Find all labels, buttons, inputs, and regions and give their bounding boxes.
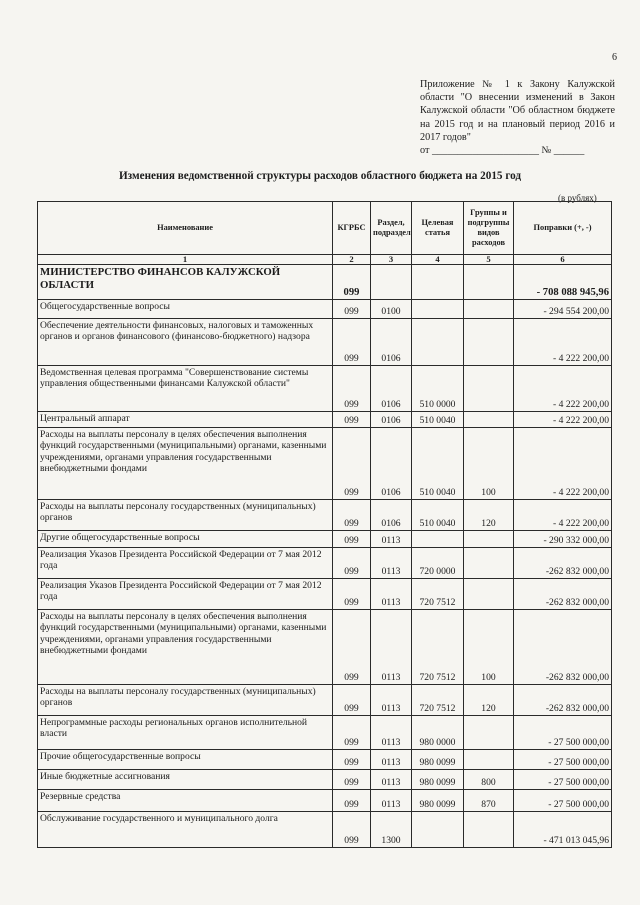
row-expense-group bbox=[464, 579, 514, 610]
row-kgrbs: 099 bbox=[333, 770, 371, 790]
row-name: Обслуживание государственного и муниципального долга bbox=[38, 812, 333, 848]
row-kgrbs: 099 bbox=[333, 750, 371, 770]
row-amendment-amount: - 4 222 200,00 bbox=[514, 428, 612, 500]
row-expense-group bbox=[464, 750, 514, 770]
row-expense-group bbox=[464, 319, 514, 366]
row-amendment-amount: -262 832 000,00 bbox=[514, 685, 612, 716]
budget-table bbox=[37, 201, 612, 848]
row-expense-group bbox=[464, 812, 514, 848]
row-kgrbs: 099 bbox=[333, 812, 371, 848]
row-target-article bbox=[412, 265, 464, 300]
row-name: Реализация Указов Президента Российской Федерации от 7 мая 2012 года bbox=[38, 548, 333, 579]
ministry-row bbox=[38, 265, 612, 300]
table-row bbox=[38, 366, 612, 412]
row-name: Резервные средства bbox=[38, 790, 333, 812]
row-expense-group: 120 bbox=[464, 500, 514, 531]
row-target-article: 510 0040 bbox=[412, 412, 464, 428]
header-row bbox=[38, 202, 612, 255]
row-section: 0113 bbox=[371, 750, 412, 770]
row-section: 1300 bbox=[371, 812, 412, 848]
row-target-article: 720 7512 bbox=[412, 685, 464, 716]
row-amendment-amount: - 27 500 000,00 bbox=[514, 790, 612, 812]
table-row bbox=[38, 500, 612, 531]
row-section: 0113 bbox=[371, 770, 412, 790]
row-kgrbs: 099 bbox=[333, 319, 371, 366]
table-row bbox=[38, 412, 612, 428]
row-name: Общегосударственные вопросы bbox=[38, 300, 333, 319]
table-row bbox=[38, 319, 612, 366]
document-title: Изменения ведомственной структуры расходов областного бюджета на 2015 год bbox=[118, 170, 522, 182]
row-kgrbs: 099 bbox=[333, 428, 371, 500]
row-amendment-amount: - 4 222 200,00 bbox=[514, 319, 612, 366]
row-target-article: 980 0000 bbox=[412, 716, 464, 750]
row-kgrbs: 099 bbox=[333, 366, 371, 412]
table-row bbox=[38, 790, 612, 812]
row-expense-group bbox=[464, 716, 514, 750]
table-row bbox=[38, 685, 612, 716]
row-section: 0106 bbox=[371, 428, 412, 500]
row-target-article bbox=[412, 812, 464, 848]
table-row bbox=[38, 770, 612, 790]
row-name: Реализация Указов Президента Российской Федерации от 7 мая 2012 года bbox=[38, 579, 333, 610]
row-name: Другие общегосударственные вопросы bbox=[38, 531, 333, 548]
row-kgrbs: 099 bbox=[333, 610, 371, 685]
row-section: 0106 bbox=[371, 500, 412, 531]
row-section: 0106 bbox=[371, 412, 412, 428]
row-expense-group: 800 bbox=[464, 770, 514, 790]
row-name: Ведомственная целевая программа "Совершенствование системы управления общественными финансами Калужской области" bbox=[38, 366, 333, 412]
row-section: 0100 bbox=[371, 300, 412, 319]
row-kgrbs: 099 bbox=[333, 500, 371, 531]
row-amendment-amount: - 27 500 000,00 bbox=[514, 750, 612, 770]
row-section: 0113 bbox=[371, 685, 412, 716]
header-target: Целевая статья bbox=[412, 202, 464, 255]
row-kgrbs: 099 bbox=[333, 300, 371, 319]
row-target-article: 510 0040 bbox=[412, 428, 464, 500]
row-amendment-amount: - 4 222 200,00 bbox=[514, 500, 612, 531]
table-row bbox=[38, 579, 612, 610]
row-amendment-amount: - 27 500 000,00 bbox=[514, 770, 612, 790]
row-amendment-amount: -262 832 000,00 bbox=[514, 579, 612, 610]
table-row bbox=[38, 750, 612, 770]
row-kgrbs: 099 bbox=[333, 531, 371, 548]
column-number: 6 bbox=[514, 255, 612, 265]
column-number: 5 bbox=[464, 255, 514, 265]
row-amendment-amount: - 290 332 000,00 bbox=[514, 531, 612, 548]
table-row bbox=[38, 610, 612, 685]
row-amendment-amount: - 27 500 000,00 bbox=[514, 716, 612, 750]
annex-text: Приложение № 1 к Закону Калужской области "О внесении изменений в Закон Калужской области "Об областном бюджете на 2015 год и на плановый период 2016 и 2017 годов" bbox=[420, 79, 615, 143]
column-number-row bbox=[38, 255, 612, 265]
row-kgrbs: 099 bbox=[333, 790, 371, 812]
row-expense-group bbox=[464, 366, 514, 412]
column-number: 3 bbox=[371, 255, 412, 265]
row-expense-group: 100 bbox=[464, 428, 514, 500]
header-group: Группы и подгруппы видов расходов bbox=[464, 202, 514, 255]
row-section: 0106 bbox=[371, 366, 412, 412]
row-kgrbs: 099 bbox=[333, 685, 371, 716]
row-amendment-amount: - 708 088 945,96 bbox=[514, 265, 612, 300]
row-target-article: 720 7512 bbox=[412, 579, 464, 610]
row-amendment-amount: -262 832 000,00 bbox=[514, 610, 612, 685]
row-target-article bbox=[412, 531, 464, 548]
row-kgrbs: 099 bbox=[333, 412, 371, 428]
row-section: 0113 bbox=[371, 610, 412, 685]
row-section bbox=[371, 265, 412, 300]
column-number: 1 bbox=[38, 255, 333, 265]
row-section: 0113 bbox=[371, 548, 412, 579]
row-amendment-amount: -262 832 000,00 bbox=[514, 548, 612, 579]
row-name: Расходы на выплаты персоналу в целях обеспечения выполнения функций государственными (муниципальными) органами, казенными учреждениями, органами управления государственными внебюджетными фондами bbox=[38, 610, 333, 685]
row-expense-group: 870 bbox=[464, 790, 514, 812]
row-name: Расходы на выплаты персоналу в целях обеспечения выполнения функций государственными (муниципальными) органами, казенными учреждениями, органами управления государственными внебюджетными фондами bbox=[38, 428, 333, 500]
row-target-article: 980 0099 bbox=[412, 770, 464, 790]
table-row bbox=[38, 716, 612, 750]
row-name: Расходы на выплаты персоналу государственных (муниципальных) органов bbox=[38, 685, 333, 716]
column-number: 2 bbox=[333, 255, 371, 265]
header-kgrbs: КГРБС bbox=[333, 202, 371, 255]
header-name: Наименование bbox=[38, 202, 333, 255]
row-section: 0106 bbox=[371, 319, 412, 366]
row-expense-group bbox=[464, 548, 514, 579]
row-target-article: 980 0099 bbox=[412, 750, 464, 770]
table-row bbox=[38, 428, 612, 500]
row-target-article bbox=[412, 319, 464, 366]
row-kgrbs: 099 bbox=[333, 548, 371, 579]
signature-line: от _____________________ № ______ bbox=[420, 145, 585, 157]
page-number: 6 bbox=[612, 52, 617, 63]
row-section: 0113 bbox=[371, 790, 412, 812]
row-amendment-amount: - 4 222 200,00 bbox=[514, 366, 612, 412]
row-section: 0113 bbox=[371, 579, 412, 610]
row-name: Прочие общегосударственные вопросы bbox=[38, 750, 333, 770]
row-target-article: 720 7512 bbox=[412, 610, 464, 685]
row-name: Иные бюджетные ассигнования bbox=[38, 770, 333, 790]
row-name: Центральный аппарат bbox=[38, 412, 333, 428]
header-amendments: Поправки (+, -) bbox=[514, 202, 612, 255]
row-target-article: 980 0099 bbox=[412, 790, 464, 812]
row-target-article: 720 0000 bbox=[412, 548, 464, 579]
row-target-article: 510 0000 bbox=[412, 366, 464, 412]
table-row bbox=[38, 548, 612, 579]
row-section: 0113 bbox=[371, 531, 412, 548]
table-row bbox=[38, 531, 612, 548]
row-expense-group bbox=[464, 265, 514, 300]
row-expense-group bbox=[464, 412, 514, 428]
row-section: 0113 bbox=[371, 716, 412, 750]
row-target-article bbox=[412, 300, 464, 319]
row-kgrbs: 099 bbox=[333, 716, 371, 750]
units-note: (в рублях) bbox=[558, 193, 597, 203]
column-number: 4 bbox=[412, 255, 464, 265]
row-amendment-amount: - 4 222 200,00 bbox=[514, 412, 612, 428]
row-amendment-amount: - 471 013 045,96 bbox=[514, 812, 612, 848]
row-amendment-amount: - 294 554 200,00 bbox=[514, 300, 612, 319]
table-row bbox=[38, 812, 612, 848]
row-name: МИНИСТЕРСТВО ФИНАНСОВ КАЛУЖСКОЙ ОБЛАСТИ bbox=[38, 265, 333, 300]
table-row bbox=[38, 300, 612, 319]
row-expense-group bbox=[464, 531, 514, 548]
row-expense-group: 100 bbox=[464, 610, 514, 685]
row-kgrbs: 099 bbox=[333, 265, 371, 300]
row-kgrbs: 099 bbox=[333, 579, 371, 610]
row-expense-group: 120 bbox=[464, 685, 514, 716]
row-name: Обеспечение деятельности финансовых, налоговых и таможенных органов и органов финансового (финансово-бюджетного) надзора bbox=[38, 319, 333, 366]
row-expense-group bbox=[464, 300, 514, 319]
row-target-article: 510 0040 bbox=[412, 500, 464, 531]
header-section: Раздел, подраздел bbox=[371, 202, 412, 255]
annex-reference bbox=[420, 78, 615, 157]
row-name: Расходы на выплаты персоналу государственных (муниципальных) органов bbox=[38, 500, 333, 531]
row-name: Непрограммные расходы региональных органов исполнительной власти bbox=[38, 716, 333, 750]
